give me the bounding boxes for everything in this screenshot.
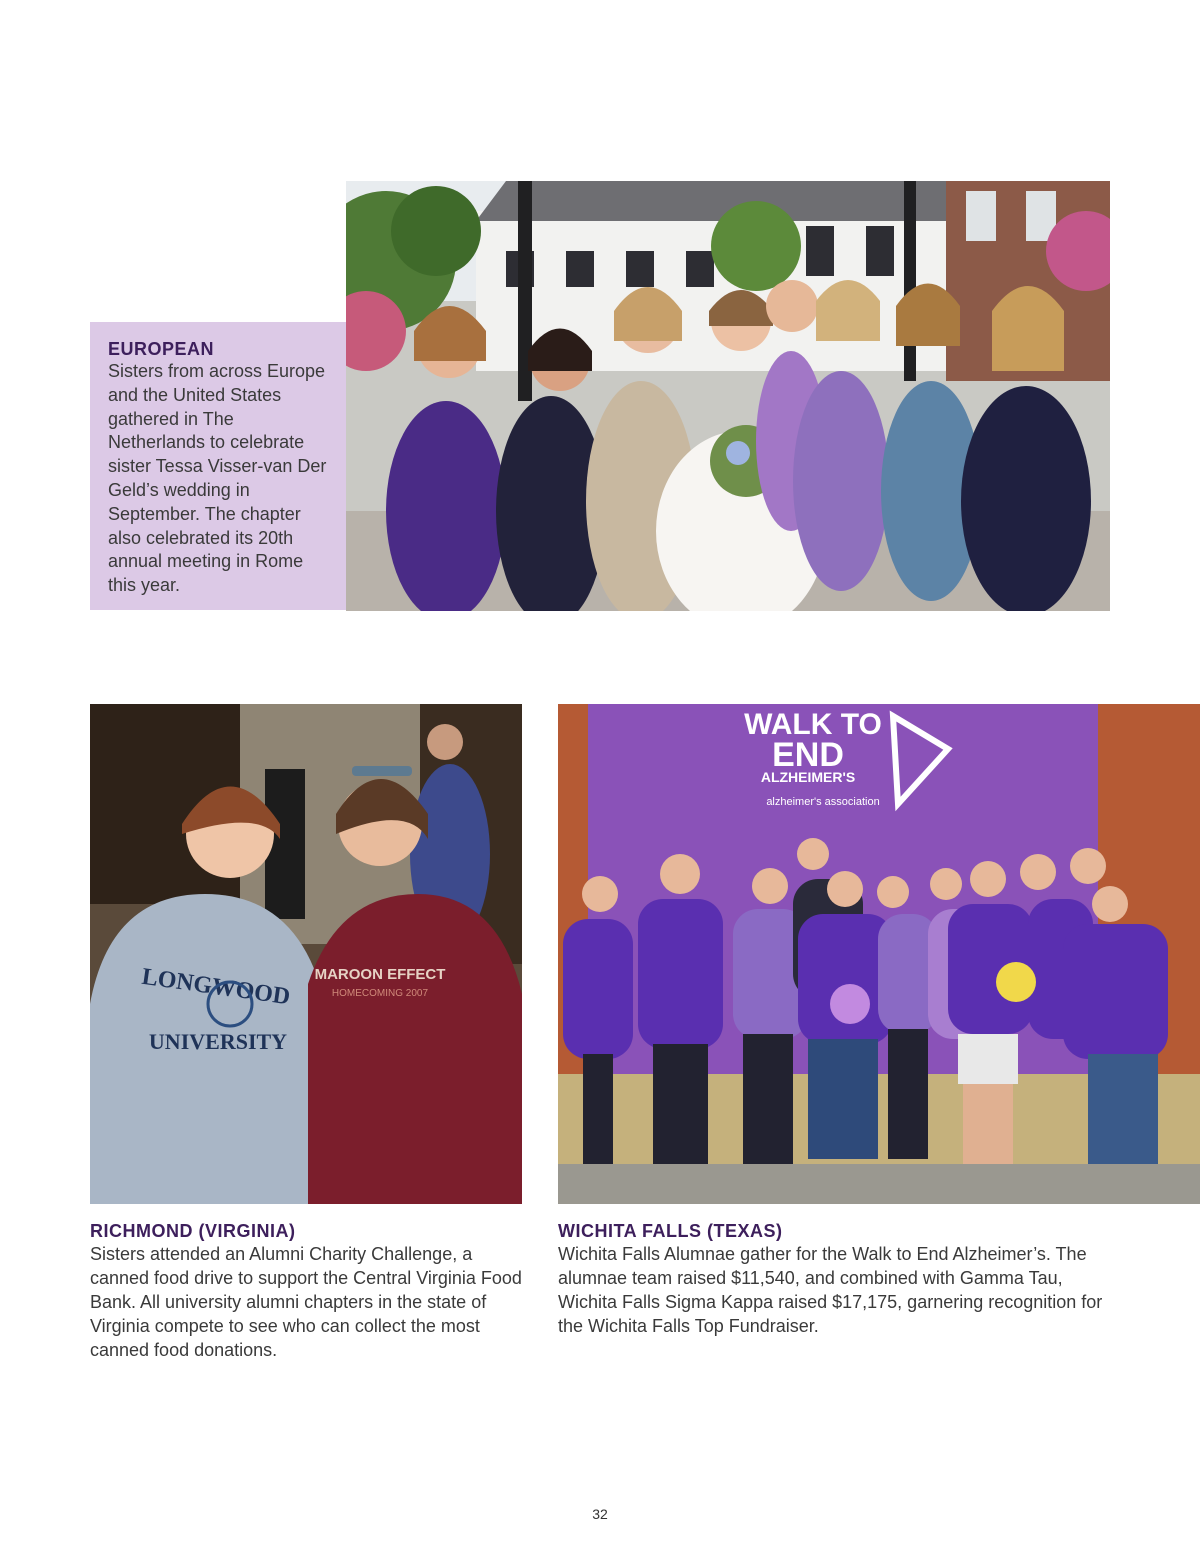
wichita-heading: WICHITA FALLS (TEXAS) — [558, 1221, 783, 1241]
longwood-shirt-text: LONGWOOD — [140, 963, 292, 1011]
richmond-text: Sisters attended an Alumni Charity Challenge, a canned food drive to support the Central Virginia Food Bank. All university alumni chapters in the state of Virginia compete to see who can collect the most canned food donations. — [90, 1244, 522, 1360]
wichita-caption — [558, 1220, 1118, 1338]
banner-end: END — [772, 736, 844, 774]
wichita-text: Wichita Falls Alumnae gather for the Walk to End Alzheimer’s. The alumnae team raised $11,540, and combined with Gamma Tau, Wichita Falls Sigma Kappa raised $17,175, garnering recognition for the Wichita Falls Top Fundraiser. — [558, 1244, 1103, 1336]
homecoming-shirt-text: HOMECOMING 2007 — [331, 988, 429, 999]
richmond-photo — [90, 704, 522, 1204]
european-heading: EUROPEAN — [108, 339, 215, 359]
banner-alzheimers: ALZHEIMER'S — [760, 769, 856, 785]
banner-association: alzheimer's association — [766, 796, 880, 808]
richmond-heading: RICHMOND (VIRGINIA) — [90, 1221, 296, 1241]
european-wedding-photo — [346, 181, 1110, 611]
european-text: Sisters from across Europe and the United States gathered in The Netherlands to celebrate sister Tessa Visser-van Der Geld’s wedding in September. The chapter also celebrated its 20th annual meeting in Rome this year. — [108, 361, 327, 596]
wichita-falls-photo — [558, 704, 1200, 1204]
maroon-effect-shirt-text: MAROON EFFECT — [314, 966, 446, 983]
page-number: 32 — [592, 1506, 608, 1522]
university-shirt-text: UNIVERSITY — [148, 1029, 288, 1054]
european-caption-box — [90, 322, 346, 610]
banner-walk-to: WALK TO — [744, 708, 882, 741]
richmond-caption — [90, 1220, 530, 1362]
